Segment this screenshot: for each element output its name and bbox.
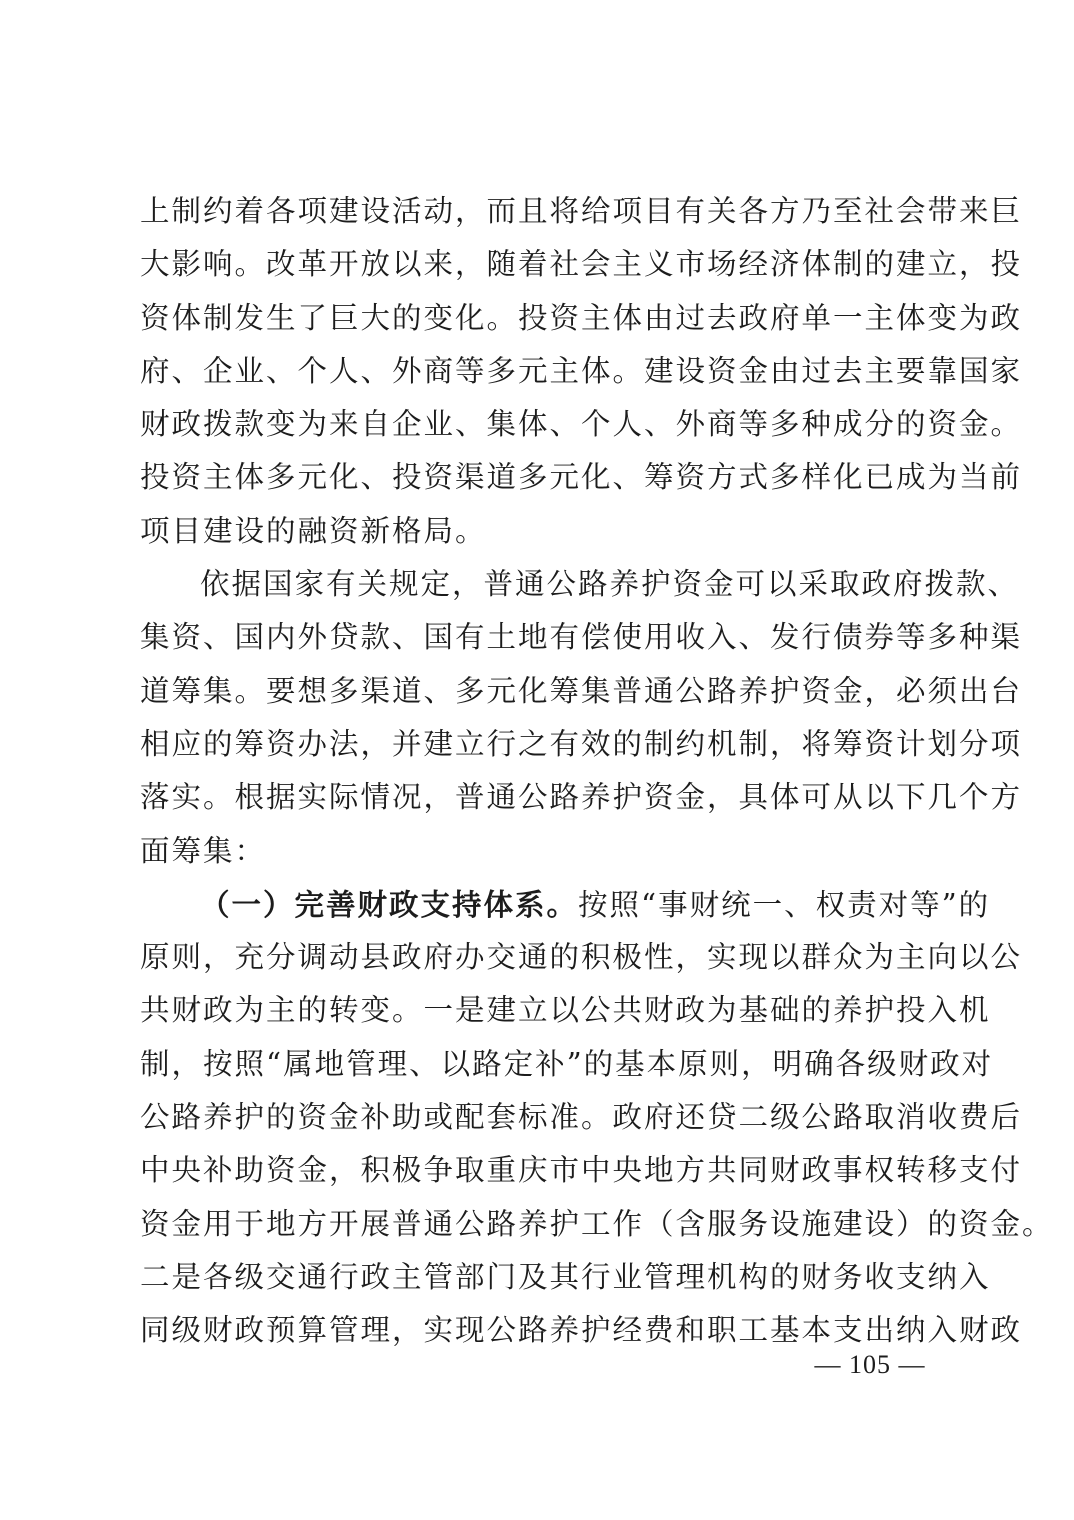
paragraph-1 bbox=[140, 185, 1023, 558]
text-line: 落实。根据实际情况，普通公路养护资金，具体可从以下几个方 bbox=[140, 780, 1023, 815]
document-body bbox=[140, 185, 1054, 1358]
text-line: 制，按照“属地管理、以路定补”的基本原则，明确各级财政对 bbox=[140, 1046, 994, 1081]
text-line-with-heading bbox=[140, 878, 991, 931]
paragraph-2 bbox=[140, 558, 1023, 878]
text-line: 集资、国内外贷款、国有土地有偿使用收入、发行债券等多种渠 bbox=[140, 620, 1023, 655]
text-line: 资体制发生了巨大的变化。投资主体由过去政府单一主体变为政 bbox=[140, 300, 1023, 335]
text-line: 大影响。改革开放以来，随着社会主义市场经济体制的建立，投 bbox=[140, 247, 1023, 282]
text-line: 二是各级交通行政主管部门及其行业管理机构的财务收支纳入 bbox=[140, 1259, 991, 1294]
text-line: 公路养护的资金补助或配套标准。政府还贷二级公路取消收费后 bbox=[140, 1100, 1023, 1135]
text-line: 中央补助资金，积极争取重庆市中央地方共同财政事权转移支付 bbox=[140, 1153, 1023, 1188]
section-heading: （一）完善财政支持体系。 bbox=[200, 886, 579, 922]
text-line: 道筹集。要想多渠道、多元化筹集普通公路养护资金，必须出台 bbox=[140, 673, 1023, 708]
page-number: — 105 — bbox=[814, 1350, 926, 1379]
text-line: 资金用于地方开展普通公路养护工作（含服务设施建设）的资金。 bbox=[140, 1206, 1054, 1241]
text-line: 同级财政预算管理，实现公路养护经费和职工基本支出纳入财政 bbox=[140, 1313, 1023, 1348]
text-line: 面筹集： bbox=[140, 833, 267, 868]
text-line: 共财政为主的转变。一是建立以公共财政为基础的养护投入机 bbox=[140, 993, 991, 1028]
text-line: 原则，充分调动县政府办交通的积极性，实现以群众为主向以公 bbox=[140, 940, 1023, 975]
text-line: 上制约着各项建设活动，而且将给项目有关各方乃至社会带来巨 bbox=[140, 194, 1023, 228]
paragraph-3 bbox=[140, 878, 1054, 1358]
text-line: 投资主体多元化、投资渠道多元化、筹资方式多样化已成为当前 bbox=[140, 460, 1023, 495]
text-line: 府、企业、个人、外商等多元主体。建设资金由过去主要靠国家 bbox=[140, 353, 1023, 388]
text-line: 依据国家有关规定，普通公路养护资金可以采取政府拨款、 bbox=[200, 567, 1020, 602]
text-line: 财政拨款变为来自企业、集体、个人、外商等多种成分的资金。 bbox=[140, 407, 1023, 442]
text-line: 相应的筹资办法，并建立行之有效的制约机制，将筹资计划分项 bbox=[140, 726, 1023, 761]
heading-line-text: 按照“事财统一、权责对等”的 bbox=[578, 887, 991, 922]
text-line: 项目建设的融资新格局。 bbox=[140, 513, 487, 548]
